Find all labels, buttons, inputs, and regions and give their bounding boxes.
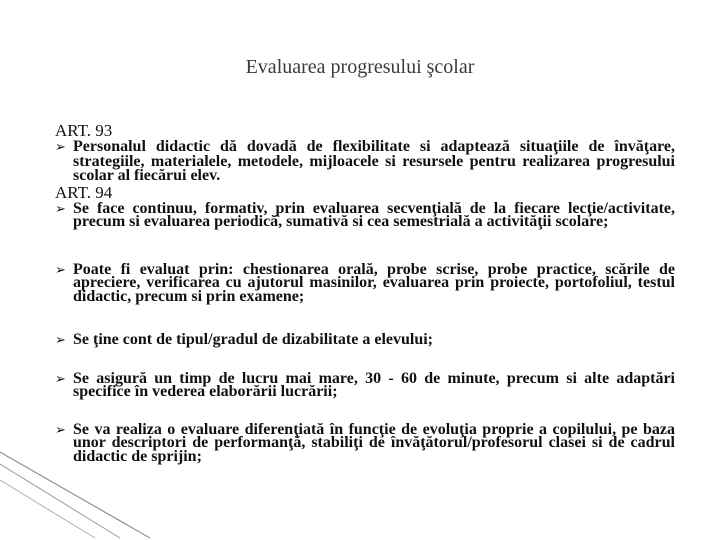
list-item: [55, 260, 675, 305]
slide-title-text: Evaluarea progresului şcolar: [245, 56, 475, 78]
list-item: [55, 199, 675, 230]
list-item-text: Personalul didactic dă dovadă de flexibilitate si adaptează situaţiile de învăţare, strategiile, materialele, metodele, mijloacele si resursele pentru realizarea progresului scolar al fiecărui elev.: [73, 138, 675, 184]
list-item: [55, 140, 675, 184]
list-item: [55, 333, 675, 348]
list-item-text: Se ţine cont de tipul/gradul de dizabilitate a elevului;: [73, 331, 434, 348]
list-item-text: Se va realiza o evaluare diferenţiată în funcţie de evoluţia proprie a copilului, pe baza unor descriptori de performanţă, stabiliţi de învăţătorul/profesorul clasei si de cadrul didactic de sprijin;: [73, 420, 675, 465]
slide-content: [55, 122, 675, 463]
arrowhead-bullet-icon: ➢: [55, 370, 66, 386]
arrowhead-bullet-icon: ➢: [55, 200, 66, 216]
arrowhead-bullet-icon: ➢: [55, 261, 66, 277]
slide-title: [0, 56, 720, 79]
list-item-text: Se face continuu, formativ, prin evaluarea secvenţială de la fiecare lecţie/activitate, precum si evaluarea periodică, sumativă si cea semestrială a activităţii scolare;: [73, 199, 675, 230]
arrowhead-bullet-icon: ➢: [55, 421, 66, 437]
arrowhead-bullet-icon: ➢: [55, 332, 66, 347]
arrowhead-bullet-icon: ➢: [55, 139, 66, 154]
article-93-heading: ART. 93: [55, 121, 113, 140]
list-item: [55, 369, 675, 400]
list-item: [55, 420, 675, 465]
article-94-heading: ART. 94: [55, 182, 113, 202]
list-item-text: Poate fi evaluat prin: chestionarea orală, probe scrise, probe practice, scările de apreciere, verificarea cu ajutorul masinilor, evaluarea prin proiecte, portofoliul, testul didactic, precum si prin examene;: [73, 260, 675, 305]
list-item-text: Se asigură un timp de lucru mai mare, 30 - 60 de minute, precum si alte adaptări specifice în vederea elaborării lucrării;: [73, 369, 675, 400]
